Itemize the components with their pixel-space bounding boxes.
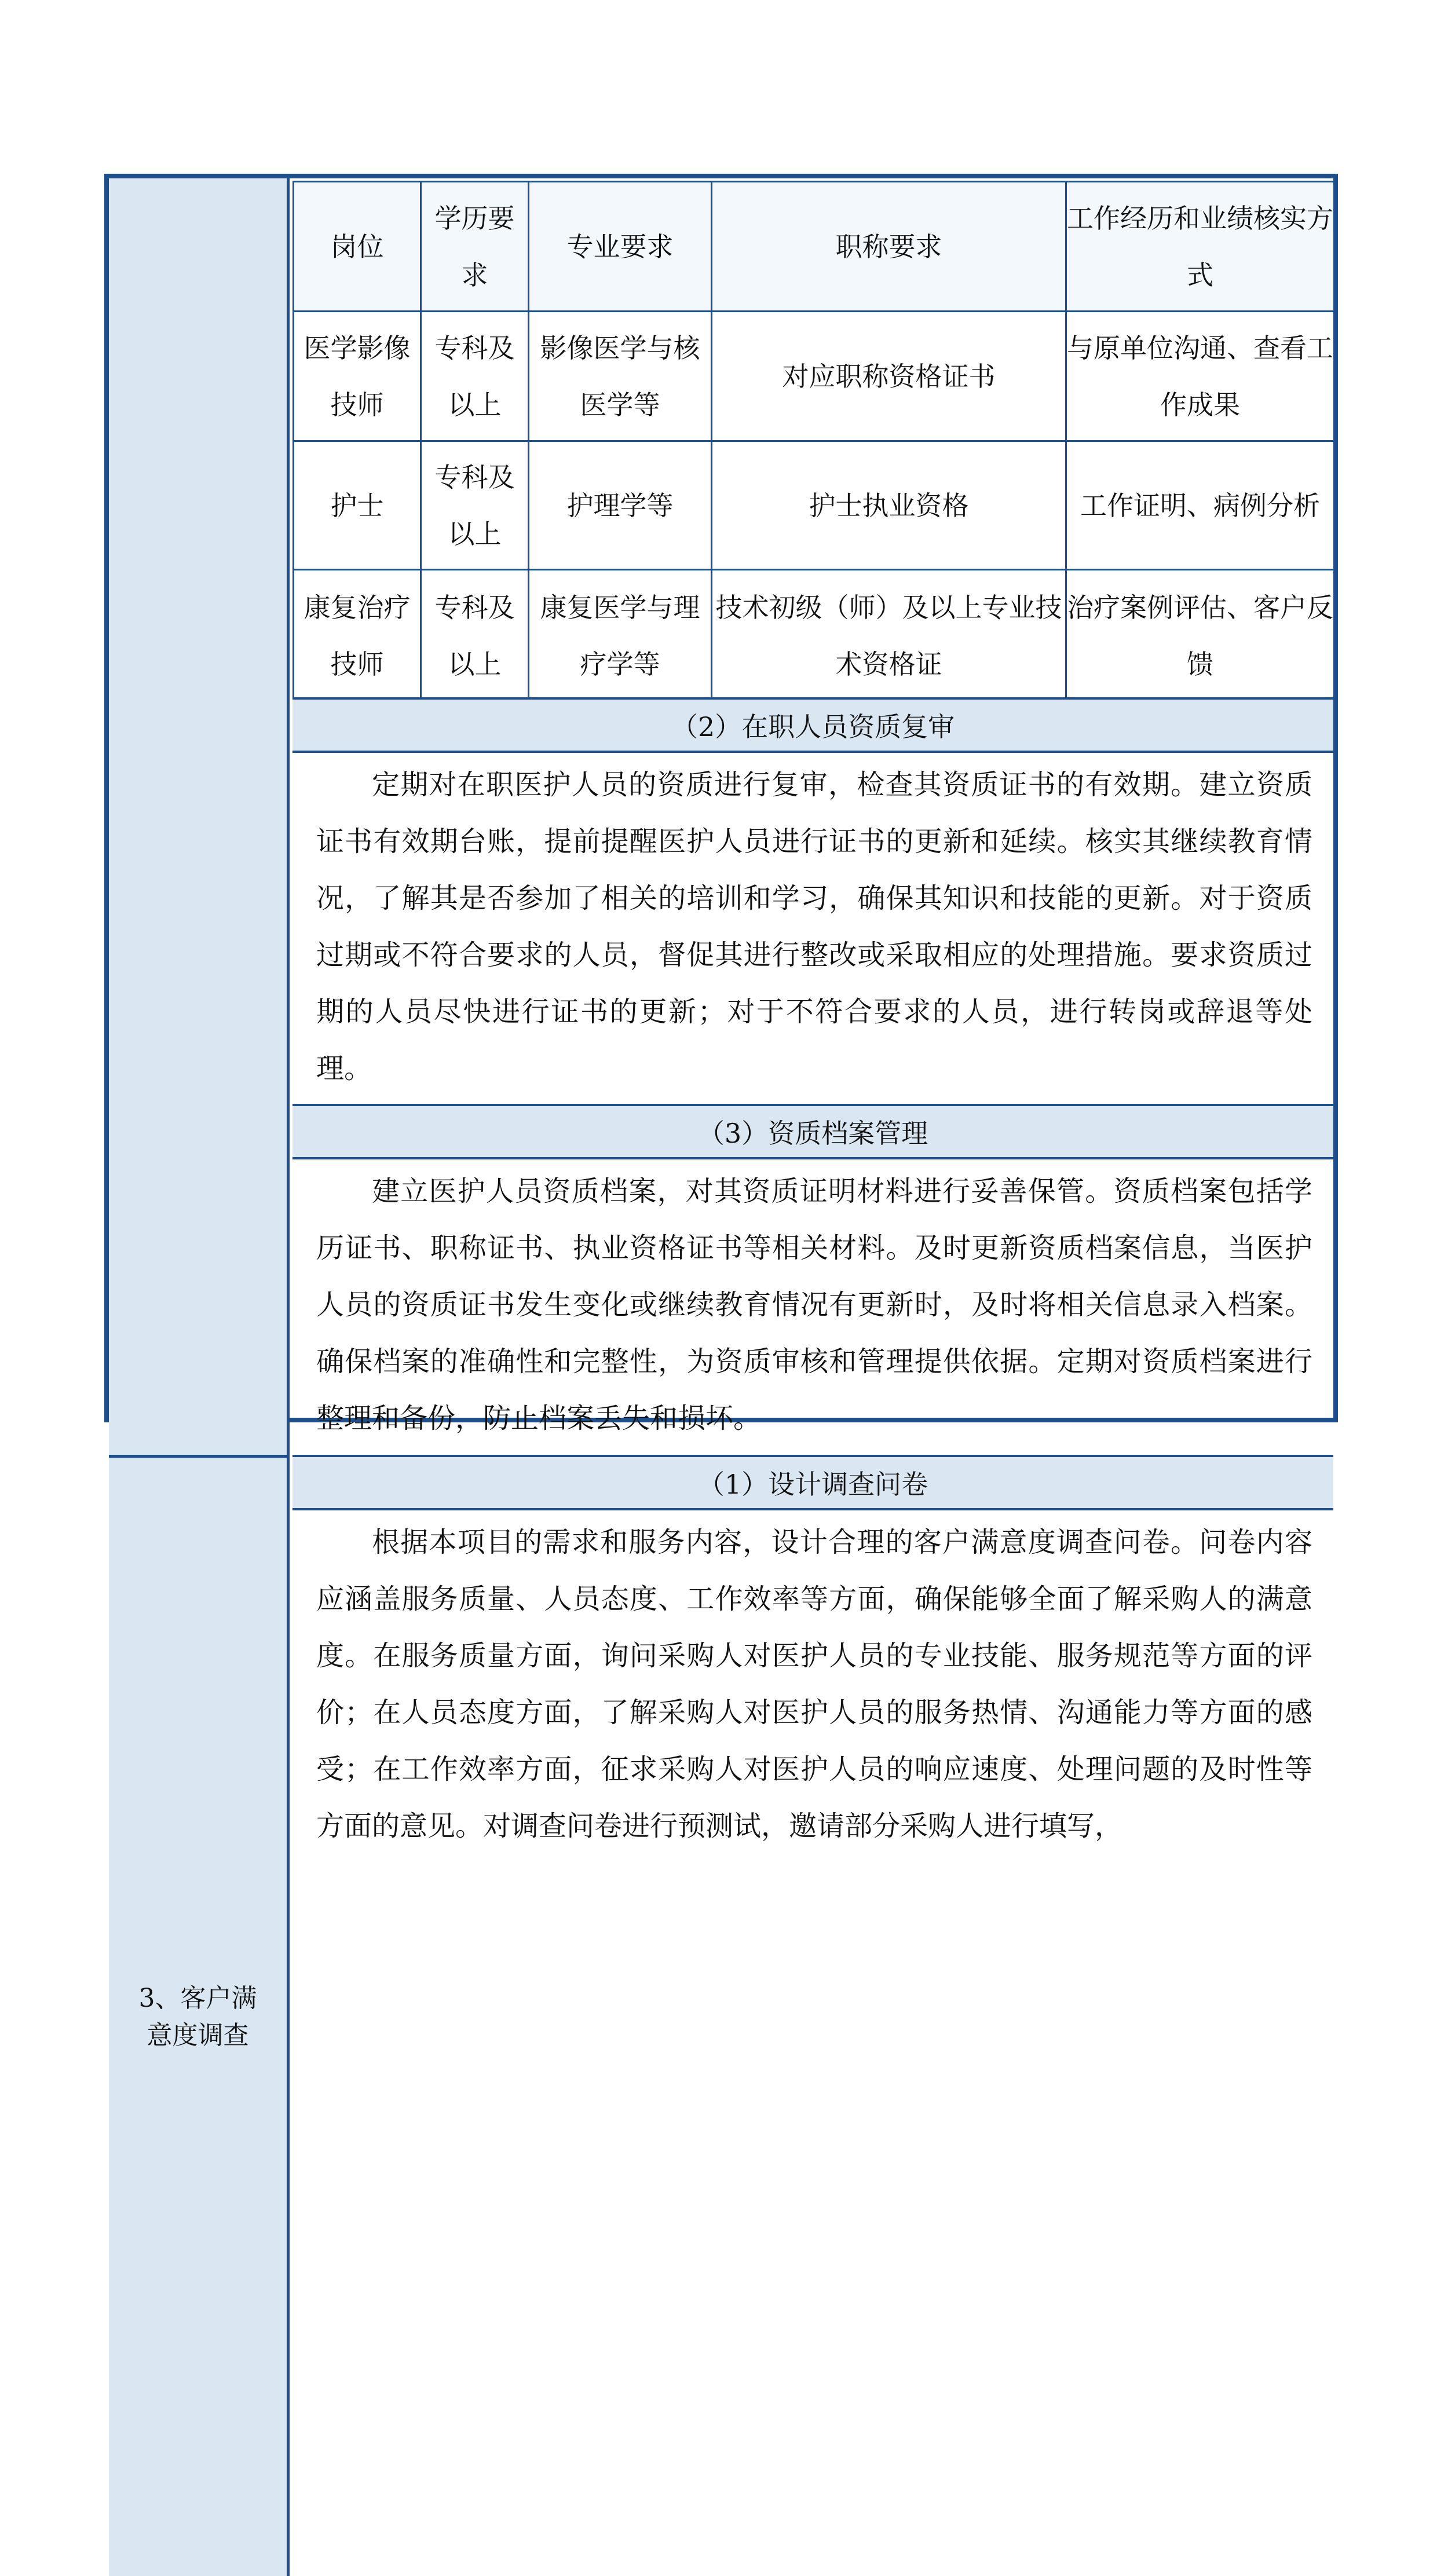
section-label-satisfaction-survey: 3、客户满 意度调查: [138, 1983, 257, 2050]
table-cell: 专科及以上: [421, 312, 529, 441]
table-cell: 专科及以上: [421, 441, 529, 570]
header-education: 学历要求: [421, 182, 529, 312]
table-row: [294, 441, 1334, 570]
section-heading: （1）设计调查问卷: [292, 1455, 1333, 1510]
table-header-row: [294, 182, 1334, 312]
qualification-table: [292, 181, 1335, 702]
header-title: 职称要求: [712, 182, 1066, 312]
section-paragraph: 建立医护人员资质档案，对其资质证明材料进行妥善保管。资质档案包括学历证书、职称证书、执业资格证书等相关材料。及时更新资质档案信息，当医护人员的资质证书发生变化或继续教育情况有更新时，及时将相关信息录入档案。确保档案的准确性和完整性，为资质审核和管理提供依据。定期对资质档案进行整理和备份，防止档案丢失和损坏。: [316, 1175, 1312, 1435]
section-heading: （3）资质档案管理: [292, 1104, 1333, 1159]
header-verification: 工作经历和业绩核实方式: [1066, 182, 1334, 312]
table-cell: 康复医学与理疗学等: [529, 570, 712, 702]
table-cell: 影像医学与核医学等: [529, 312, 712, 441]
table-cell: 对应职称资格证书: [712, 312, 1066, 441]
table-cell: 专科及以上: [421, 570, 529, 702]
table-cell: 工作证明、病例分析: [1066, 441, 1334, 570]
table-cell: 护理学等: [529, 441, 712, 570]
section-paragraph: 根据本项目的需求和服务内容，设计合理的客户满意度调查问卷。问卷内容应涵盖服务质量、人员态度、工作效率等方面，确保能够全面了解采购人的满意度。在服务质量方面，询问采购人对医护人员的专业技能、服务规范等方面的评价；在人员态度方面，了解采购人对医护人员的服务热情、沟通能力等方面的感受；在工作效率方面，征求采购人对医护人员的响应速度、处理问题的及时性等方面的意见。对调查问卷进行预测试，邀请部分采购人进行填写，: [316, 1526, 1312, 1842]
table-cell: 技术初级（师）及以上专业技术资格证: [712, 570, 1066, 702]
table-row: [294, 312, 1334, 441]
table-row: [294, 570, 1334, 702]
table-cell: 治疗案例评估、客户反馈: [1066, 570, 1334, 702]
table-cell: 医学影像技师: [294, 312, 421, 441]
section-heading: （2）在职人员资质复审: [292, 697, 1333, 753]
left-column-bottom: [109, 1455, 290, 2576]
left-column-top: [109, 178, 290, 1455]
table-cell: 护士: [294, 441, 421, 570]
table-cell: 康复治疗技师: [294, 570, 421, 702]
header-major: 专业要求: [529, 182, 712, 312]
header-position: 岗位: [294, 182, 421, 312]
table-cell: 与原单位沟通、查看工作成果: [1066, 312, 1334, 441]
table-cell: 护士执业资格: [712, 441, 1066, 570]
section-paragraph: 定期对在职医护人员的资质进行复审，检查其资质证书的有效期。建立资质证书有效期台账，提前提醒医护人员进行证书的更新和延续。核实其继续教育情况，了解其是否参加了相关的培训和学习，确保其知识和技能的更新。对于资质过期或不符合要求的人员，督促其进行整改或采取相应的处理措施。要求资质过期的人员尽快进行证书的更新；对于不符合要求的人员，进行转岗或辞退等处理。: [316, 769, 1312, 1085]
